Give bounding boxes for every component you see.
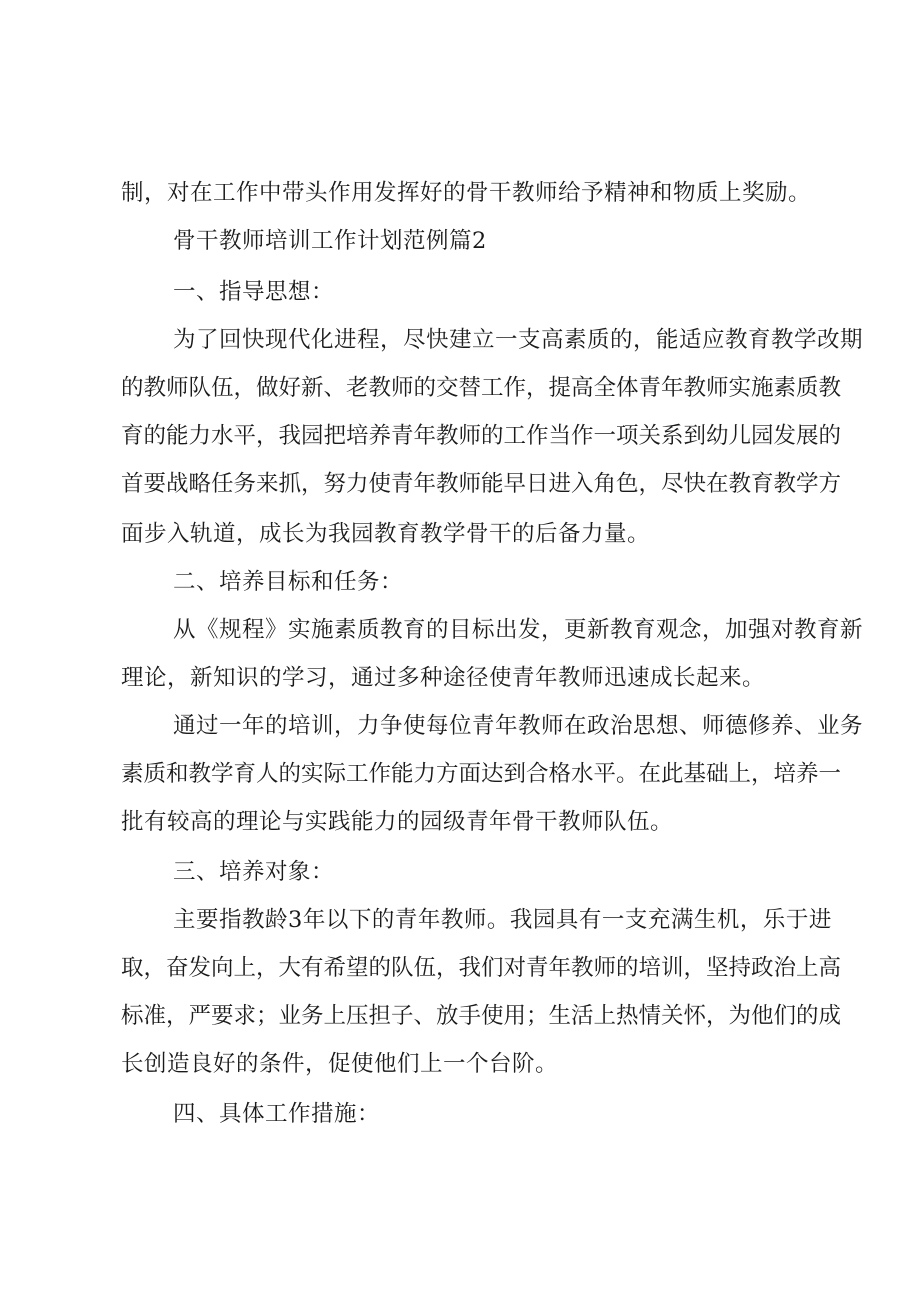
heading-guiding-ideology: 一、指导思想： bbox=[173, 279, 335, 305]
paragraph-line: 素质和教学育人的实际工作能力方面达到合格水平。在此基础上，培养一 bbox=[121, 761, 842, 787]
paragraph-line: 首要战略任务来抓，努力使青年教师能早日进入角色，尽快在教育教学方 bbox=[121, 471, 842, 497]
paragraph-continuation-line: 制，对在工作中带头作用发挥好的骨干教师给予精神和物质上奖励。 bbox=[121, 180, 812, 206]
paragraph-line: 从《规程》实施素质教育的目标出发，更新教育观念，加强对教育新 bbox=[173, 617, 864, 643]
paragraph-line: 理论，新知识的学习，通过多种途径使青年教师迅速成长起来。 bbox=[121, 665, 766, 691]
paragraph-line: 的教师队伍，做好新、老教师的交替工作，提高全体青年教师实施素质教 bbox=[121, 375, 842, 401]
heading-goals-tasks: 二、培养目标和任务： bbox=[173, 569, 404, 595]
paragraph-line: 主要指教龄3年以下的青年教师。我园具有一支充满生机，乐于进 bbox=[173, 907, 832, 933]
heading-training-targets: 三、培养对象： bbox=[173, 859, 335, 885]
section-title: 骨干教师培训工作计划范例篇2 bbox=[173, 228, 487, 254]
paragraph-line: 取，奋发向上，大有希望的队伍，我们对青年教师的培训，坚持政治上高 bbox=[121, 955, 842, 981]
paragraph-line: 面步入轨道，成长为我园教育教学骨干的后备力量。 bbox=[121, 521, 651, 547]
paragraph-line: 育的能力水平，我园把培养青年教师的工作当作一项关系到幼儿园发展的 bbox=[121, 423, 842, 449]
paragraph-line: 长创造良好的条件，促使他们上一个台阶。 bbox=[121, 1051, 559, 1077]
heading-work-measures: 四、具体工作措施： bbox=[173, 1101, 381, 1127]
paragraph-line: 通过一年的培训，力争使每位青年教师在政治思想、师德修养、业务 bbox=[173, 713, 864, 739]
paragraph-line: 为了回快现代化进程，尽快建立一支高素质的，能适应教育教学改期 bbox=[173, 327, 864, 353]
paragraph-line: 批有较高的理论与实践能力的园级青年骨干教师队伍。 bbox=[121, 809, 674, 835]
paragraph-line: 标准，严要求；业务上压担子、放手使用；生活上热情关怀，为他们的成 bbox=[121, 1003, 842, 1029]
